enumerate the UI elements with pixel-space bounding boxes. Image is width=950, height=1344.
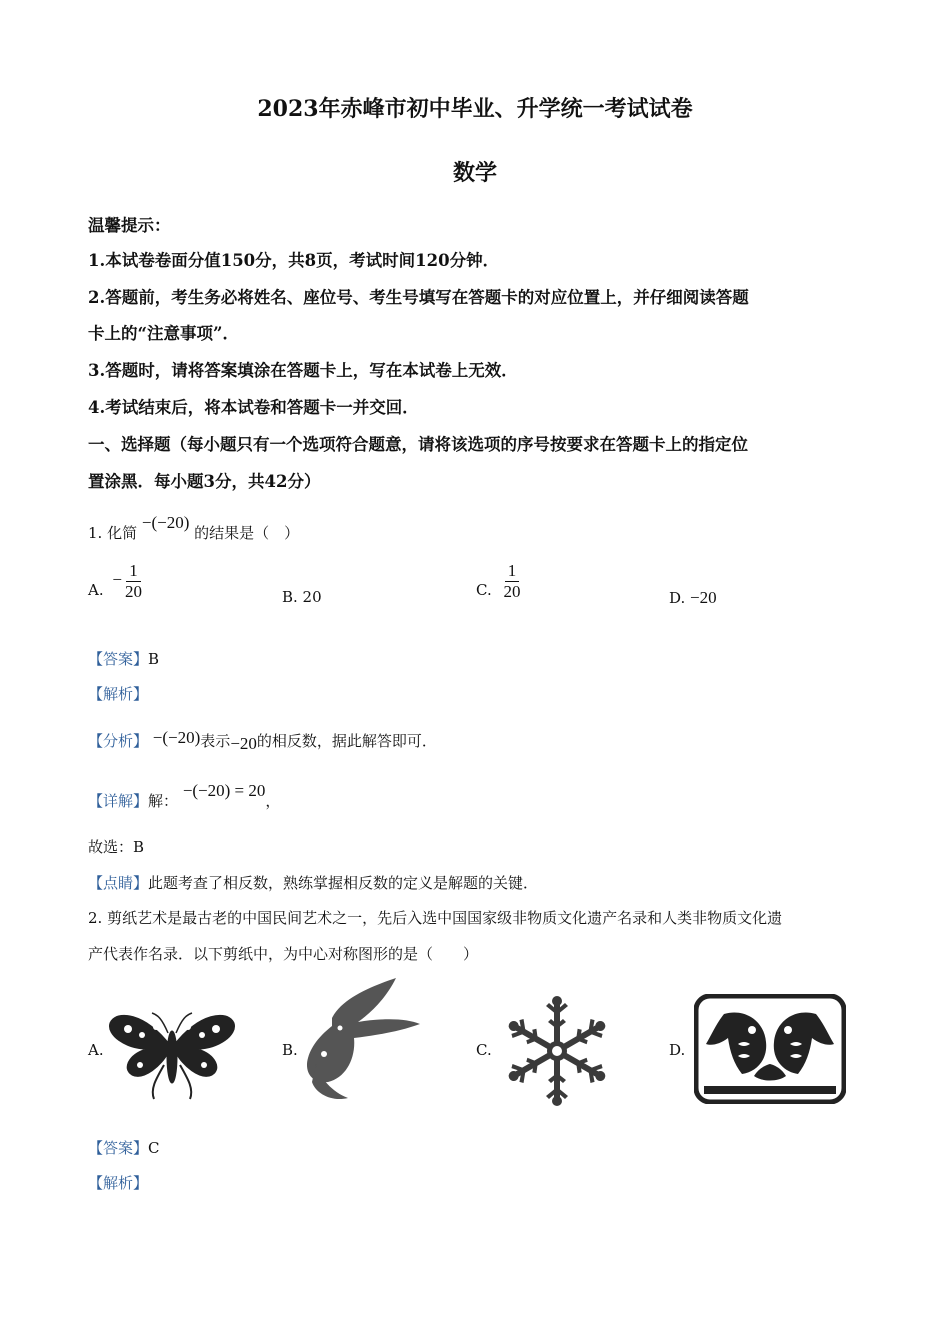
q2-answer <box>88 1137 160 1158</box>
fenxi-value: −20 <box>230 734 257 753</box>
tip-item: 4.考试结束后，将本试卷和答题卡一并交回． <box>88 398 419 417</box>
snowflake-papercut-image <box>496 995 618 1107</box>
dianjing-text: 此题考查了相反数，熟练掌握相反数的定义是解题的关键． <box>148 874 539 892</box>
detail-prefix: 解： <box>148 792 179 810</box>
detail-end: ， <box>265 792 281 810</box>
section-heading-cont: 置涂黑．每小题3分，共42分） <box>88 472 321 491</box>
fenxi-expression: −(−20) <box>152 728 201 747</box>
exam-title: 2023年赤峰市初中毕业、升学统一考试试卷 <box>257 96 693 122</box>
option-d <box>669 588 717 608</box>
q1-suffix: 的结果是（ ） <box>194 524 300 542</box>
fenxi-end: 的相反数，据此解答即可． <box>256 732 437 750</box>
butterfly-papercut-image <box>106 1005 238 1103</box>
exam-subject: 数学 <box>452 160 497 186</box>
fish-papercut-image <box>694 994 846 1104</box>
option-c-label: C. <box>476 581 492 600</box>
option-d-value: −20 <box>690 588 717 607</box>
question-2-cont: 产代表作名录．以下剪纸中，为中心对称图形的是（ ） <box>88 945 479 963</box>
option-a-label: A. <box>88 581 104 600</box>
q1-answer <box>88 648 159 669</box>
tip-item: 3.答题时，请将答案填涂在答题卡上，写在本试卷上无效． <box>88 361 518 380</box>
option-a <box>88 562 145 601</box>
fraction-numerator: 1 <box>505 562 520 582</box>
answer-value: C <box>148 1139 160 1157</box>
q1-fenxi <box>88 730 437 751</box>
fenxi-tag: 【分析】 <box>88 732 149 750</box>
fraction-denominator: 20 <box>124 581 142 601</box>
option-c <box>476 562 524 601</box>
detail-expression: −(−20) = 20 <box>182 781 266 800</box>
dianjing-tag: 【点睛】 <box>88 874 149 892</box>
fenxi-mid: 表示 <box>200 732 231 750</box>
q2-option-a-label: A. <box>88 1041 104 1059</box>
swallow-papercut-image <box>302 978 420 1103</box>
q1-prefix: 1. 化简 <box>88 524 138 542</box>
q1-choose: 故选：B <box>88 838 145 856</box>
tip-item: 卡上的“注意事项”． <box>88 324 239 343</box>
q2-option-b-label: B. <box>282 1041 298 1059</box>
section-heading: 一、选择题（每小题只有一个选项符合题意，请将该选项的序号按要求在答题卡上的指定位 <box>88 435 748 454</box>
q2-option-c-label: C. <box>476 1041 492 1059</box>
fraction-numerator: 1 <box>126 562 141 582</box>
question-2: 2. 剪纸艺术是最古老的中国民间艺术之一，先后入选中国国家级非物质文化遗产名录和人类非物质文化遗 <box>88 909 783 927</box>
q1-detail <box>88 781 281 811</box>
tip-item: 2.答题前，考生务必将姓名、座位号、考生号填写在答题卡的对应位置上，并仔细阅读答题 <box>88 288 749 307</box>
q1-expression: −(−20) <box>141 513 190 532</box>
fraction-denominator: 20 <box>503 581 521 601</box>
q2-analysis-tag: 【解析】 <box>88 1174 149 1192</box>
option-a-sign: − <box>112 570 122 590</box>
answer-tag: 【答案】 <box>88 1139 149 1157</box>
option-a-fraction <box>122 562 145 601</box>
q1-dianjing <box>88 872 538 893</box>
detail-tag: 【详解】 <box>88 792 149 810</box>
option-c-fraction <box>501 562 524 601</box>
tips-heading: 温馨提示： <box>88 216 171 235</box>
answer-value: B <box>148 650 160 668</box>
q2-option-d-label: D. <box>669 1041 686 1059</box>
q1-analysis-tag: 【解析】 <box>88 685 149 703</box>
option-d-label: D. <box>669 589 686 607</box>
question-1 <box>88 513 300 543</box>
option-b: B. 20 <box>282 588 322 606</box>
tip-item: 1.本试卷卷面分值150分，共8页，考试时间120分钟． <box>88 251 500 270</box>
answer-tag: 【答案】 <box>88 650 149 668</box>
